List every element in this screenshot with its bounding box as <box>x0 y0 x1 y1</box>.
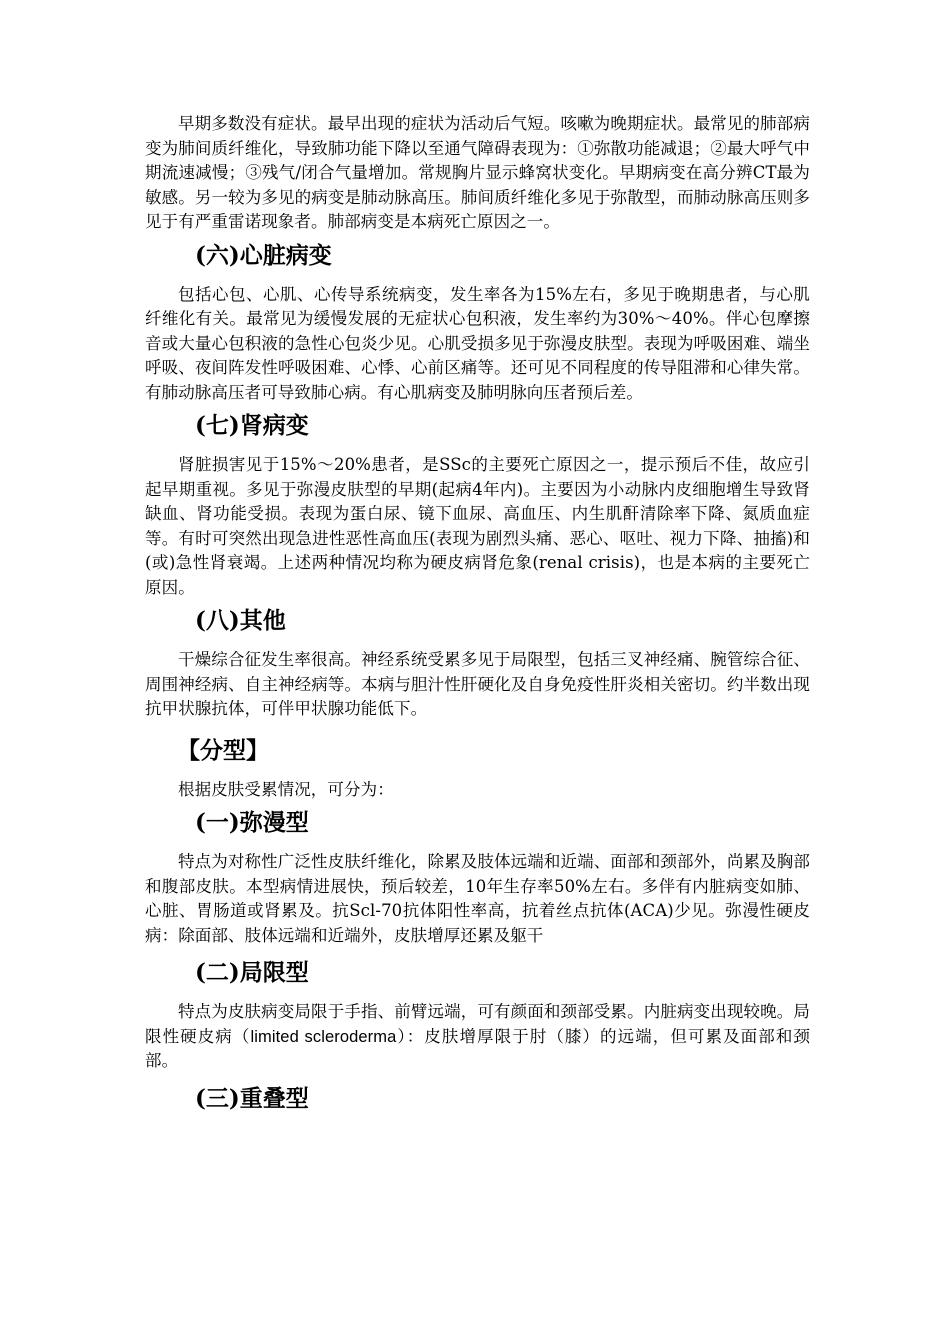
paragraph-limited-text-a: 特点为皮肤病变局限于手指、前臂远端，可有颜面和颈部受累。内脏病变出现较晚。局限性硬皮病（ <box>145 1002 810 1046</box>
heading-other: (八)其他 <box>195 607 286 634</box>
paragraph-other: 干燥综合征发生率很高。神经系统受累多见于局限型，包括三叉神经痛、腕管综合征、周围神经病、自主神经病等。本病与胆汁性肝硬化及自身免疫性肝炎相关密切。约半数出现抗甲状腺抗体，可伴甲状腺功能低下。 <box>145 650 810 718</box>
paragraph-limited-type <box>145 1000 810 1074</box>
paragraph-lung: 早期多数没有症状。最早出现的症状为活动后气短。咳嗽为晚期症状。最常见的肺部病变为肺间质纤维化，导致肺功能下降以至通气障碍表现为：①弥散功能减退；②最大呼气中期流速减慢；③残气/闭合气量增加。常规胸片显示蜂窝状变化。早期病变在高分辨CT最为敏感。另一较为多见的病变是肺动脉高压。肺间质纤维化多见于弥散型，而肺动脉高压则多见于有严重雷诺现象者。肺部病变是本病死亡原因之一。 <box>145 114 810 231</box>
section-title-classification: 【分型】 <box>177 736 269 764</box>
heading-kidney: (七)肾病变 <box>195 412 309 439</box>
paragraph-classification-intro: 根据皮肤受累情况，可分为： <box>178 779 394 799</box>
paragraph-kidney: 肾脏损害见于15%～20%患者，是SSc的主要死亡原因之一，提示预后不佳，故应引起早期重视。多见于弥漫皮肤型的早期(起病4年内)。主要因为小动脉内皮细胞增生导致肾缺血、肾功能受损。表现为蛋白尿、镜下血尿、高血压、内生肌酐清除率下降、氮质血症等。有时可突然出现急进性恶性高血压(表现为剧烈头痛、恶心、呕吐、视力下降、抽搐)和(或)急性肾衰竭。上述两种情况均称为硬皮病肾危象(renal crisis)，也是本病的主要死亡原因。 <box>145 455 810 597</box>
paragraph-heart: 包括心包、心肌、心传导系统病变，发生率各为15%左右，多见于晚期患者，与心肌纤维化有关。最常见为缓慢发展的无症状心包积液，发生率约为30%～40%。伴心包摩擦音或大量心包积液的急性心包炎少见。心肌受损多见于弥漫皮肤型。表现为呼吸困难、端坐呼吸、夜间阵发性呼吸困难、心悸、心前区痛等。还可见不同程度的传导阻滞和心律失常。有肺动脉高压者可导致肺心病。有心肌病变及肺明脉向压者预后差。 <box>145 284 810 402</box>
heading-overlap-type: (三)重叠型 <box>195 1084 309 1112</box>
paragraph-limited-text-b: ）：皮肤增厚限于肘（膝）的远端，但可累及面部和颈部。 <box>145 1026 810 1070</box>
document-page <box>145 112 810 1114</box>
paragraph-diffuse-type: 特点为对称性广泛性皮肤纤维化，除累及肢体远端和近端、面部和颈部外，尚累及胸部和腹部皮肤。本型病情进展快，预后较差，10年生存率50%左右。多伴有内脏病变如肺、心脏、胃肠道或肾累及。抗Scl-70抗体阳性率高，抗着丝点抗体(ACA)少见。弥漫性硬皮病：除面部、肢体远端和近端外，皮肤增厚还累及躯干 <box>145 852 810 945</box>
heading-diffuse-type: (一)弥漫型 <box>195 809 309 836</box>
heading-limited-type: (二)局限型 <box>195 959 309 986</box>
heading-heart: (六)心脏病变 <box>195 241 332 269</box>
paragraph-limited-latin-term: limited scleroderma <box>250 1027 397 1046</box>
